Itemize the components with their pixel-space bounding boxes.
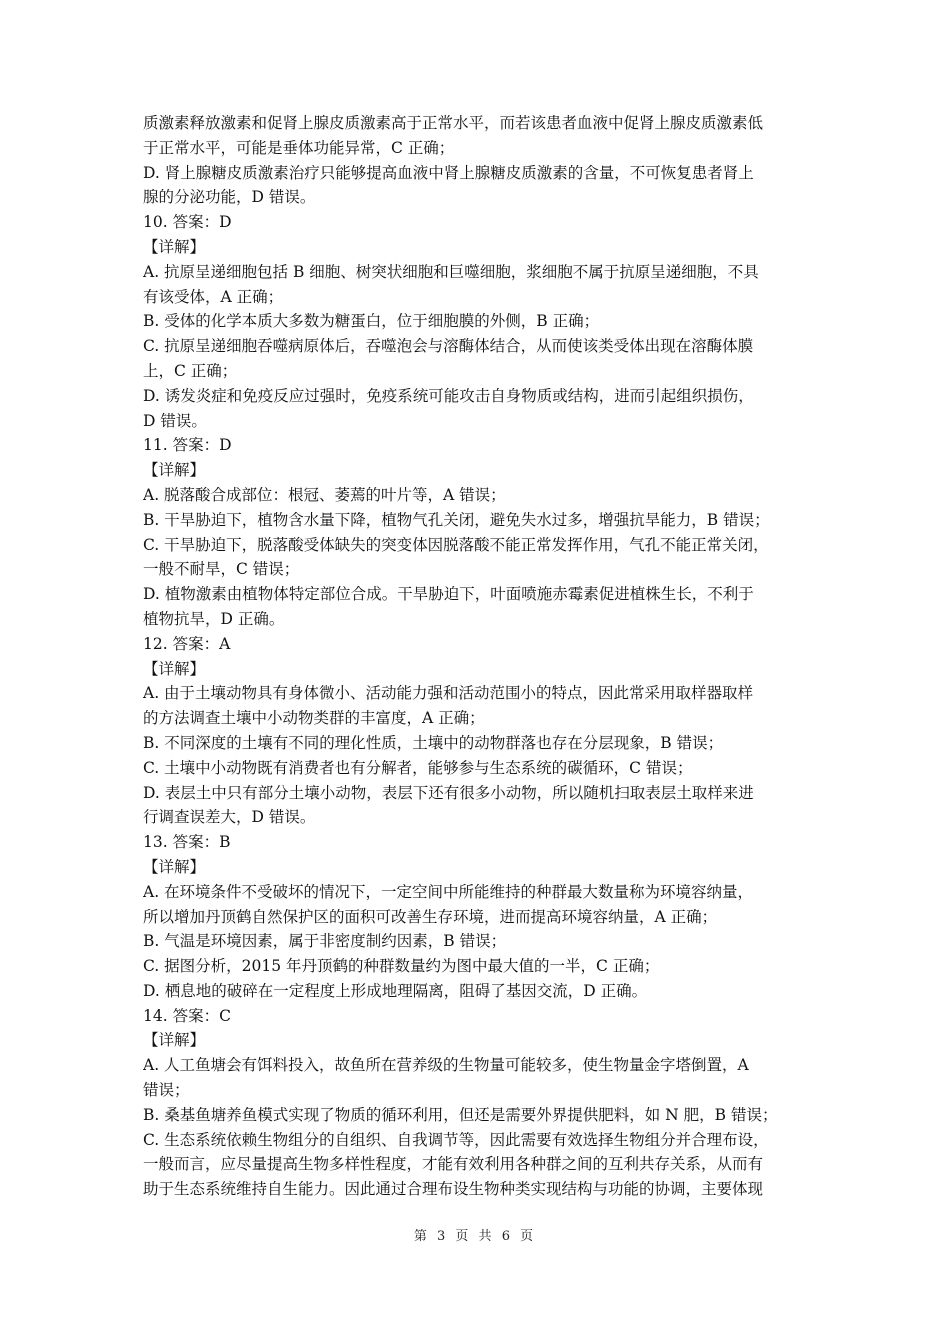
- text-line: 【详解】: [143, 659, 206, 678]
- text-line: B. 气温是环境因素，属于非密度制约因素，B 错误；: [143, 932, 507, 951]
- page-footer: 第 3 页 共 6 页: [413, 1229, 537, 1244]
- text-line: A. 由于土壤动物具有身体微小、活动能力强和活动范围小的特点，因此常采用取样器取样: [143, 684, 754, 703]
- text-line: D. 肾上腺糖皮质激素治疗只能够提高血液中肾上腺糖皮质激素的含量，不可恢复患者肾上: [143, 163, 754, 182]
- text-line: D. 诱发炎症和免疫反应过强时，免疫系统可能攻击自身物质或结构，进而引起组织损伤，: [143, 386, 754, 405]
- text-line: A. 在环境条件不受破坏的情况下，一定空间中所能维持的种群最大数量称为环境容纳量，: [143, 882, 754, 901]
- text-line: C. 抗原呈递细胞吞噬病原体后，吞噬泡会与溶酶体结合，从而使该类受体出现在溶酶体膜: [143, 337, 754, 356]
- text-line: 14. 答案：C: [143, 1006, 231, 1025]
- text-line: 【详解】: [143, 857, 206, 876]
- text-line: 所以增加丹顶鹤自然保护区的面积可改善生存环境，进而提高环境容纳量，A 正确；: [143, 907, 718, 926]
- text-line: 助于生态系统维持自生能力。因此通过合理布设生物种类实现结构与功能的协调，主要体现: [143, 1180, 764, 1199]
- text-line: C. 据图分析，2015 年丹顶鹤的种群数量约为图中最大值的一半，C 正确；: [143, 957, 660, 976]
- text-line: 一般不耐旱，C 错误；: [143, 560, 300, 579]
- text-line: B. 桑基鱼塘养鱼模式实现了物质的循环利用，但还是需要外界提供肥料，如 N 肥，B 错误；: [143, 1105, 778, 1124]
- text-line: 腺的分泌功能，D 错误。: [143, 188, 316, 207]
- text-line: 质激素释放激素和促肾上腺皮质激素高于正常水平，而若该患者血液中促肾上腺皮质激素低: [143, 114, 764, 132]
- text-line: 11. 答案：D: [143, 436, 232, 455]
- text-line: 【详解】: [143, 461, 206, 480]
- text-line: D. 表层土中只有部分土壤小动物，表层下还有很多小动物，所以随机扫取表层土取样来进: [143, 783, 754, 802]
- text-line: D. 植物激素由植物体特定部位合成。干旱胁迫下，叶面喷施赤霉素促进植株生长，不利于: [143, 585, 754, 604]
- text-line: 行调查误差大，D 错误。: [143, 808, 316, 827]
- text-line: D. 栖息地的破碎在一定程度上形成地理隔离，阻碍了基因交流，D 正确。: [143, 981, 648, 1000]
- text-line: 的方法调查土壤中小动物类群的丰富度，A 正确；: [143, 709, 485, 728]
- text-line: 于正常水平，可能是垂体功能异常，C 正确；: [143, 138, 455, 157]
- document-body: [143, 111, 811, 1202]
- text-line: 12. 答案：A: [143, 634, 231, 653]
- text-line: 【详解】: [143, 1031, 206, 1050]
- text-line: 错误；: [143, 1081, 190, 1100]
- text-line: 13. 答案：B: [143, 833, 231, 852]
- text-line: B. 受体的化学本质大多数为糖蛋白，位于细胞膜的外侧，B 正确；: [143, 312, 600, 331]
- text-line: B. 干旱胁迫下，植物含水量下降，植物气孔关闭，避免失水过多，增强抗旱能力，B 错误；: [143, 510, 770, 529]
- text-line: A. 人工鱼塘会有饵料投入，故鱼所在营养级的生物量可能较多，使生物量金字塔倒置，A: [143, 1056, 749, 1075]
- text-line: 上，C 正确；: [143, 361, 238, 380]
- text-line: 有该受体，A 正确；: [143, 287, 284, 306]
- text-line: C. 干旱胁迫下，脱落酸受体缺失的突变体因脱落酸不能正常发挥作用，气孔不能正常关闭，: [143, 535, 769, 554]
- text-line: 【详解】: [143, 237, 206, 256]
- text-line: A. 抗原呈递细胞包括 B 细胞、树突状细胞和巨噬细胞，浆细胞不属于抗原呈递细胞，不具: [143, 262, 759, 281]
- text-line: C. 生态系统依赖生物组分的自组织、自我调节等，因此需要有效选择生物组分并合理布设，: [143, 1130, 769, 1149]
- text-line: C. 土壤中小动物既有消费者也有分解者，能够参与生态系统的碳循环，C 错误；: [143, 758, 693, 777]
- text-line: B. 不同深度的土壤有不同的理化性质，土壤中的动物群落也存在分层现象，B 错误；: [143, 733, 724, 752]
- text-line: A. 脱落酸合成部位：根冠、萎蔫的叶片等，A 错误；: [143, 485, 506, 504]
- text-line: 植物抗旱，D 正确。: [143, 609, 285, 628]
- text-line: 一般而言，应尽量提高生物多样性程度，才能有效利用各种群之间的互利共存关系，从而有: [143, 1155, 764, 1174]
- text-line: 10. 答案：D: [143, 213, 232, 232]
- text-line: D 错误。: [143, 411, 207, 430]
